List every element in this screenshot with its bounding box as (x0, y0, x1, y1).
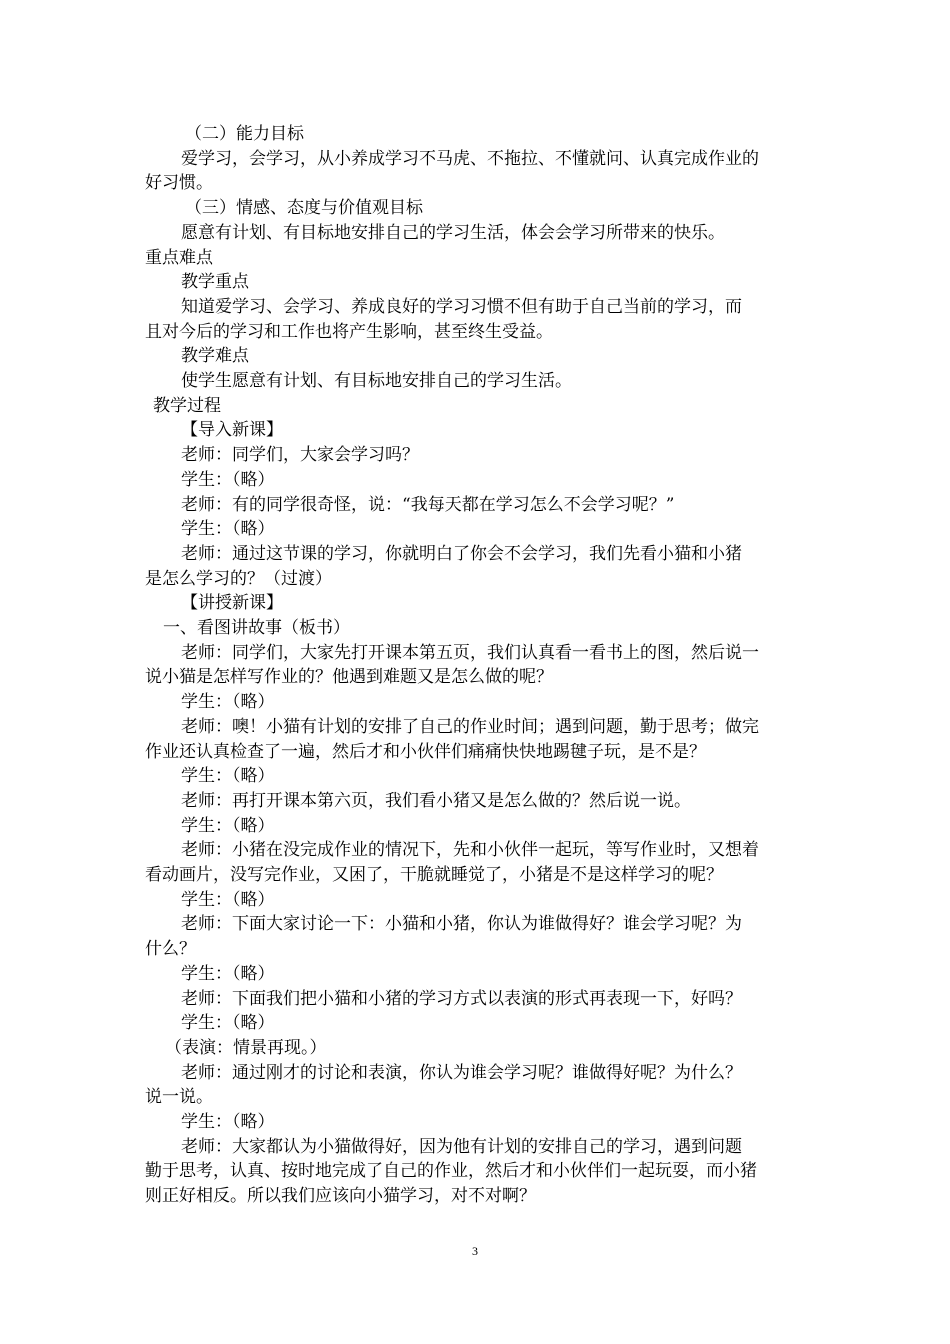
text-line: 【讲授新课】 (181, 593, 283, 614)
text-line: 老师：小猪在没完成作业的情况下，先和小伙伴一起玩，等写作业时，又想着 (181, 840, 759, 861)
text-line: 说一说。 (145, 1087, 213, 1108)
text-line: 教学重点 (181, 272, 249, 293)
text-line: 老师：再打开课本第六页，我们看小猪又是怎么做的？然后说一说。 (181, 790, 691, 811)
text-line: 学生：（略） (181, 469, 275, 490)
text-line: 知道爱学习、会学习、养成良好的学习习惯不但有助于自己当前的学习，而 (181, 296, 742, 317)
text-line: 老师：下面我们把小猫和小猪的学习方式以表演的形式再表现一下，好吗？ (181, 988, 742, 1009)
text-line: 好习惯。 (145, 173, 213, 194)
text-line: 老师：有的同学很奇怪，说：“我每天都在学习怎么不会学习呢？” (181, 494, 675, 515)
text-line: 老师：同学们，大家先打开课本第五页，我们认真看一看书上的图，然后说一 (181, 642, 759, 663)
text-line: 重点难点 (145, 247, 213, 268)
text-line: 是怎么学习的？（过渡） (145, 568, 332, 589)
text-line: 老师：通过这节课的学习，你就明白了你会不会学习，我们先看小猫和小猪 (181, 543, 742, 564)
text-line: 爱学习，会学习，从小养成学习不马虎、不拖拉、不懂就问、认真完成作业的 (181, 148, 759, 169)
text-line: 老师：同学们，大家会学习吗？ (181, 445, 419, 466)
text-line: 作业还认真检查了一遍，然后才和小伙伴们痛痛快快地踢毽子玩，是不是？ (145, 741, 706, 762)
text-line: 则正好相反。所以我们应该向小猫学习，对不对啊？ (145, 1186, 536, 1207)
page-number: 3 (472, 1244, 478, 1258)
text-line: 老师：大家都认为小猫做得好，因为他有计划的安排自己的学习，遇到问题 (181, 1136, 742, 1157)
text-line: 看动画片，没写完作业，又困了，干脆就睡觉了，小猪是不是这样学习的呢？ (145, 865, 723, 885)
text-line: 且对今后的学习和工作也将产生影响，甚至终生受益。 (145, 321, 553, 342)
text-line: 老师：下面大家讨论一下：小猫和小猪，你认为谁做得好？谁会学习呢？为 (181, 914, 742, 935)
text-line: 学生：（略） (181, 889, 275, 910)
text-line: （三）情感、态度与价值观目标 (185, 198, 423, 219)
text-line: （二）能力目标 (185, 124, 304, 144)
text-line: 学生：（略） (181, 1013, 275, 1034)
text-line: 教学过程 (153, 395, 221, 416)
text-line: 【导入新课】 (181, 420, 283, 441)
text-line: 一、看图讲故事（板书） (163, 618, 350, 638)
text-line: 老师：噢！小猫有计划的安排了自己的作业时间；遇到问题，勤于思考；做完 (181, 716, 759, 737)
text-line: 学生：（略） (181, 692, 275, 713)
text-line: 学生：（略） (181, 766, 275, 787)
text-line: 勤于思考，认真、按时地完成了自己的作业，然后才和小伙伴们一起玩耍，而小猪 (145, 1161, 757, 1182)
text-line: 学生：（略） (181, 1112, 275, 1132)
text-line: 什么？ (145, 939, 196, 960)
text-line: 教学难点 (181, 346, 249, 367)
text-line: 学生：（略） (181, 519, 275, 540)
text-line: 说小猫是怎样写作业的？他遇到难题又是怎么做的呢？ (145, 667, 553, 688)
text-line: （表演：情景再现。） (165, 1037, 327, 1058)
text-line: 学生：（略） (181, 815, 275, 836)
text-line: 学生：（略） (181, 963, 275, 984)
text-line: 使学生愿意有计划、有目标地安排自己的学习生活。 (181, 371, 572, 391)
text-line: 老师：通过刚才的讨论和表演，你认为谁会学习呢？谁做得好呢？为什么？ (181, 1062, 742, 1083)
text-line: 愿意有计划、有目标地安排自己的学习生活，体会会学习所带来的快乐。 (181, 222, 725, 243)
